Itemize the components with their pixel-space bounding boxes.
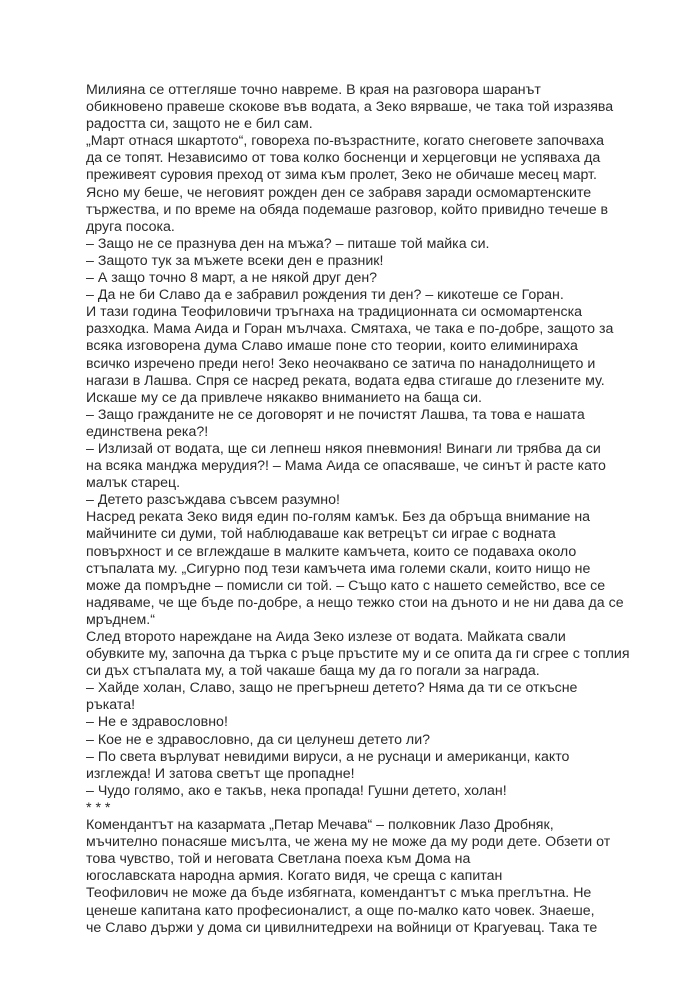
text-line: – Детето разсъждава съвсем разумно! [86, 492, 340, 509]
text-line: на всяка манджа мерудия?! – Мама Аида се опасяваше, че синът ѝ расте като [86, 458, 606, 475]
text-line: може да помръдне – помисли си той. – Също като с нашето семейство, все се [86, 577, 606, 594]
text-line: повърхност и се вглеждаше в малките камъчета, които се подаваха около [86, 543, 577, 560]
text-line: изглежда! И затова светът ще пропадне! [86, 765, 355, 782]
text-line: разходка. Мама Аида и Горан мълчаха. Смятаха, че така е по-добре, защото за [86, 321, 614, 338]
text-line: – По света върлуват невидими вируси, а не руснаци и американци, както [86, 748, 570, 765]
text-line: всичко изречено преди него! Зеко неочаквано се затича по нанадолнището и [86, 355, 596, 372]
text-line: Комендантът на казармата „Петар Мечава“ – полковник Лазо Дробняк, [86, 817, 554, 834]
text-line: да се топят. Независимо от това колко босненци и херцеговци не успяваха да [86, 150, 601, 167]
text-line: – Чудо голямо, ако е такъв, нека пропада! Гушни детето, холан! [86, 782, 507, 799]
body-text [86, 82, 630, 937]
text-line: След второто нареждане на Аида Зеко излезе от водата. Майката свали [86, 629, 566, 645]
text-line: друга посока. [86, 218, 175, 235]
text-line: – Защо не се празнува ден на мъжа? – питаше той майка си. [86, 235, 490, 252]
text-line: – Да не би Славо да е забравил рождения ти ден? – кикотеше се Горан. [86, 287, 564, 304]
text-line: – Излизай от водата, ще си лепнеш някоя пневмония! Винаги ли трябва да си [86, 440, 601, 457]
text-line: Искаше му се да привлече някакво вниманието на баща си. [86, 389, 482, 406]
text-line: ценеше капитана като професионалист, а още по-малко като човек. Знаеше, [86, 902, 595, 919]
text-line: – Защото тук за мъжете всеки ден е празник! [86, 252, 384, 269]
text-line: това чувство, той и неговата Светлана поеха към Дома на [86, 851, 471, 868]
text-line: Ясно му беше, че неговият рожден ден се забравя заради осмомартенските [86, 184, 592, 201]
text-line: – Кое не е здравословно, да си целунеш детето ли? [86, 731, 431, 748]
text-line: малък старец. [86, 475, 181, 492]
text-line: стъпалата му. „Сигурно под тези камъчета има големи скали, които нищо не [86, 560, 591, 577]
text-line: единствена река?! [86, 423, 209, 440]
text-line: – Хайде холан, Славо, защо не прегърнеш детето? Няма да ти се откъсне [86, 680, 578, 697]
text-line: майчините си думи, той наблюдаваше как ветрецът си играе с водната [86, 526, 556, 543]
text-line: ръката! [86, 697, 136, 714]
text-line: мъчително понасяше мисълта, че жена му не може да му роди дете. Обзети от [86, 834, 611, 851]
text-line: обикновено правеше скокове във водата, а Зеко вярваше, че така той изразява [86, 99, 614, 116]
text-line: „Март отнася шкартото“, говореха по-възрастните, когато снеговете започваха [86, 133, 605, 150]
text-line: тържества, и по време на обяда подемаше разговор, който привидно течеше в [86, 201, 609, 218]
text-line: Милияна се оттегляше точно навреме. В края на разговора шаранът [86, 82, 541, 98]
text-line: * * * [86, 799, 111, 816]
text-line: – Не е здравословно! [86, 714, 228, 731]
text-line: радостта си, защото не е бил сам. [86, 116, 313, 133]
text-line: нагази в Лашва. Спря се насред реката, водата едва стигаше до глезените му. [86, 372, 605, 389]
text-line: – А защо точно 8 март, а не някой друг ден? [86, 270, 378, 287]
text-line: че Славо държи у дома си цивилнитедрехи на войници от Крагуевац. Така те [86, 919, 598, 936]
text-line: И тази година Теофиловичи тръгнаха на традиционната си осмомартенска [86, 304, 582, 321]
text-line: Теофилович не може да бъде избягната, комендантът с мъка преглътна. Не [86, 885, 592, 902]
text-line: Насред реката Зеко видя един по-голям камък. Без да обръща внимание на [86, 509, 591, 526]
text-line: мръднем.“ [86, 611, 155, 628]
text-line: – Защо гражданите не се договорят и не почистят Лашва, та това е нашата [86, 406, 585, 423]
text-line: си дъх стъпалата му, а той чакаше баща му да го погали за награда. [86, 663, 540, 680]
text-line: всяка изговорена дума Славо имаше поне сто теории, които елиминираха [86, 338, 578, 355]
text-line: обувките му, започна да търка с ръце пръстите му и се опита да ги сгрее с топлия [86, 646, 630, 663]
text-line: югославската народна армия. Когато видя, че среща с капитан [86, 868, 503, 885]
text-line: преживеят суровия преход от зима към пролет, Зеко не обичаше месец март. [86, 167, 597, 184]
text-line: надяваме, че ще бъде по-добре, а нещо тежко стои на дъното и не ни дава да се [86, 594, 624, 611]
